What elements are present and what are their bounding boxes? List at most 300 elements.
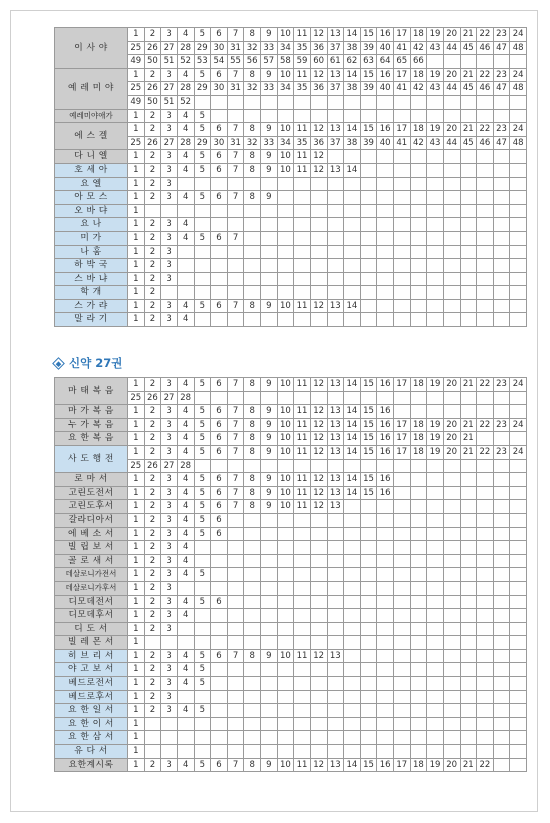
chapter-checkbox[interactable]: 22 <box>477 378 494 392</box>
chapter-checkbox[interactable]: 1 <box>128 500 145 514</box>
chapter-checkbox[interactable]: 16 <box>377 758 394 772</box>
chapter-checkbox[interactable]: 30 <box>211 82 228 96</box>
chapter-checkbox[interactable]: 1 <box>128 432 145 446</box>
chapter-checkbox[interactable]: 19 <box>427 123 444 137</box>
chapter-checkbox[interactable]: 3 <box>161 299 178 313</box>
chapter-checkbox[interactable]: 44 <box>443 41 460 55</box>
chapter-checkbox[interactable]: 51 <box>161 95 178 109</box>
chapter-checkbox[interactable]: 15 <box>360 758 377 772</box>
chapter-checkbox[interactable]: 19 <box>427 378 444 392</box>
chapter-checkbox[interactable]: 39 <box>360 82 377 96</box>
chapter-checkbox[interactable]: 2 <box>144 541 161 555</box>
chapter-checkbox[interactable]: 6 <box>211 150 228 164</box>
chapter-checkbox[interactable]: 14 <box>344 123 361 137</box>
chapter-checkbox[interactable]: 21 <box>460 378 477 392</box>
chapter-checkbox[interactable]: 13 <box>327 432 344 446</box>
chapter-checkbox[interactable]: 41 <box>394 136 411 150</box>
chapter-checkbox[interactable]: 24 <box>510 123 527 137</box>
chapter-checkbox[interactable]: 1 <box>128 758 145 772</box>
chapter-checkbox[interactable]: 10 <box>277 150 294 164</box>
chapter-checkbox[interactable]: 16 <box>377 123 394 137</box>
chapter-checkbox[interactable]: 20 <box>443 432 460 446</box>
chapter-checkbox[interactable]: 31 <box>227 41 244 55</box>
chapter-checkbox[interactable]: 3 <box>161 758 178 772</box>
chapter-checkbox[interactable]: 1 <box>128 649 145 663</box>
chapter-checkbox[interactable]: 44 <box>443 82 460 96</box>
chapter-checkbox[interactable]: 2 <box>144 259 161 273</box>
chapter-checkbox[interactable]: 4 <box>177 609 194 623</box>
chapter-checkbox[interactable]: 3 <box>161 231 178 245</box>
chapter-checkbox[interactable]: 64 <box>377 55 394 69</box>
chapter-checkbox[interactable]: 38 <box>344 82 361 96</box>
chapter-checkbox[interactable]: 1 <box>128 405 145 419</box>
chapter-checkbox[interactable]: 50 <box>144 95 161 109</box>
chapter-checkbox[interactable]: 25 <box>128 82 145 96</box>
chapter-checkbox[interactable]: 25 <box>128 391 145 405</box>
chapter-checkbox[interactable]: 4 <box>177 445 194 459</box>
chapter-checkbox[interactable]: 52 <box>177 55 194 69</box>
chapter-checkbox[interactable]: 1 <box>128 541 145 555</box>
chapter-checkbox[interactable]: 12 <box>310 473 327 487</box>
chapter-checkbox[interactable]: 16 <box>377 68 394 82</box>
chapter-checkbox[interactable]: 42 <box>410 82 427 96</box>
chapter-checkbox[interactable]: 60 <box>310 55 327 69</box>
chapter-checkbox[interactable]: 19 <box>427 418 444 432</box>
chapter-checkbox[interactable]: 50 <box>144 55 161 69</box>
chapter-checkbox[interactable]: 28 <box>177 82 194 96</box>
chapter-checkbox[interactable]: 8 <box>244 123 261 137</box>
chapter-checkbox[interactable]: 48 <box>510 82 527 96</box>
chapter-checkbox[interactable]: 8 <box>244 758 261 772</box>
chapter-checkbox[interactable]: 18 <box>410 758 427 772</box>
chapter-checkbox[interactable]: 63 <box>360 55 377 69</box>
chapter-checkbox[interactable]: 23 <box>493 68 510 82</box>
chapter-checkbox[interactable]: 9 <box>261 500 278 514</box>
chapter-checkbox[interactable]: 2 <box>144 758 161 772</box>
chapter-checkbox[interactable]: 7 <box>227 68 244 82</box>
chapter-checkbox[interactable]: 27 <box>161 136 178 150</box>
chapter-checkbox[interactable]: 1 <box>128 218 145 232</box>
chapter-checkbox[interactable]: 9 <box>261 123 278 137</box>
chapter-checkbox[interactable]: 1 <box>128 28 145 42</box>
chapter-checkbox[interactable]: 13 <box>327 378 344 392</box>
chapter-checkbox[interactable]: 34 <box>277 41 294 55</box>
chapter-checkbox[interactable]: 14 <box>344 445 361 459</box>
chapter-checkbox[interactable]: 10 <box>277 432 294 446</box>
chapter-checkbox[interactable]: 43 <box>427 82 444 96</box>
chapter-checkbox[interactable]: 7 <box>227 191 244 205</box>
chapter-checkbox[interactable]: 12 <box>310 378 327 392</box>
chapter-checkbox[interactable]: 11 <box>294 432 311 446</box>
chapter-checkbox[interactable]: 36 <box>310 41 327 55</box>
chapter-checkbox[interactable]: 23 <box>493 28 510 42</box>
chapter-checkbox[interactable]: 4 <box>177 663 194 677</box>
chapter-checkbox[interactable]: 22 <box>477 445 494 459</box>
chapter-checkbox[interactable]: 39 <box>360 136 377 150</box>
chapter-checkbox[interactable]: 34 <box>277 82 294 96</box>
chapter-checkbox[interactable]: 2 <box>144 177 161 191</box>
chapter-checkbox[interactable]: 12 <box>310 445 327 459</box>
chapter-checkbox[interactable]: 1 <box>128 622 145 636</box>
chapter-checkbox[interactable]: 49 <box>128 55 145 69</box>
chapter-checkbox[interactable]: 20 <box>443 445 460 459</box>
chapter-checkbox[interactable]: 15 <box>360 405 377 419</box>
chapter-checkbox[interactable]: 47 <box>493 82 510 96</box>
chapter-checkbox[interactable]: 13 <box>327 445 344 459</box>
chapter-checkbox[interactable]: 1 <box>128 745 145 759</box>
chapter-checkbox[interactable]: 20 <box>443 378 460 392</box>
chapter-checkbox[interactable]: 5 <box>194 231 211 245</box>
chapter-checkbox[interactable]: 7 <box>227 445 244 459</box>
chapter-checkbox[interactable]: 45 <box>460 41 477 55</box>
chapter-checkbox[interactable]: 13 <box>327 405 344 419</box>
chapter-checkbox[interactable]: 4 <box>177 418 194 432</box>
chapter-checkbox[interactable]: 9 <box>261 150 278 164</box>
chapter-checkbox[interactable]: 10 <box>277 405 294 419</box>
chapter-checkbox[interactable]: 9 <box>261 299 278 313</box>
chapter-checkbox[interactable]: 1 <box>128 286 145 300</box>
chapter-checkbox[interactable]: 10 <box>277 378 294 392</box>
chapter-checkbox[interactable]: 5 <box>194 513 211 527</box>
chapter-checkbox[interactable]: 22 <box>477 758 494 772</box>
chapter-checkbox[interactable]: 3 <box>161 704 178 718</box>
chapter-checkbox[interactable]: 27 <box>161 41 178 55</box>
chapter-checkbox[interactable]: 57 <box>261 55 278 69</box>
chapter-checkbox[interactable]: 8 <box>244 486 261 500</box>
chapter-checkbox[interactable]: 46 <box>477 82 494 96</box>
chapter-checkbox[interactable]: 1 <box>128 445 145 459</box>
chapter-checkbox[interactable]: 5 <box>194 663 211 677</box>
chapter-checkbox[interactable]: 11 <box>294 445 311 459</box>
chapter-checkbox[interactable]: 6 <box>211 500 228 514</box>
chapter-checkbox[interactable]: 6 <box>211 299 228 313</box>
chapter-checkbox[interactable]: 24 <box>510 68 527 82</box>
chapter-checkbox[interactable]: 9 <box>261 432 278 446</box>
chapter-checkbox[interactable]: 15 <box>360 123 377 137</box>
chapter-checkbox[interactable]: 4 <box>177 299 194 313</box>
chapter-checkbox[interactable]: 10 <box>277 500 294 514</box>
chapter-checkbox[interactable]: 7 <box>227 28 244 42</box>
chapter-checkbox[interactable]: 41 <box>394 41 411 55</box>
chapter-checkbox[interactable]: 14 <box>344 68 361 82</box>
chapter-checkbox[interactable]: 3 <box>161 259 178 273</box>
chapter-checkbox[interactable]: 19 <box>427 445 444 459</box>
chapter-checkbox[interactable]: 14 <box>344 28 361 42</box>
chapter-checkbox[interactable]: 13 <box>327 473 344 487</box>
chapter-checkbox[interactable]: 47 <box>493 136 510 150</box>
chapter-checkbox[interactable]: 13 <box>327 649 344 663</box>
chapter-checkbox[interactable]: 6 <box>211 649 228 663</box>
chapter-checkbox[interactable]: 12 <box>310 500 327 514</box>
chapter-checkbox[interactable]: 2 <box>144 418 161 432</box>
chapter-checkbox[interactable]: 28 <box>177 41 194 55</box>
chapter-checkbox[interactable]: 2 <box>144 191 161 205</box>
chapter-checkbox[interactable]: 2 <box>144 486 161 500</box>
chapter-checkbox[interactable]: 1 <box>128 568 145 582</box>
chapter-checkbox[interactable]: 3 <box>161 649 178 663</box>
chapter-checkbox[interactable]: 14 <box>344 163 361 177</box>
chapter-checkbox[interactable]: 4 <box>177 527 194 541</box>
chapter-checkbox[interactable]: 2 <box>144 663 161 677</box>
chapter-checkbox[interactable]: 3 <box>161 163 178 177</box>
chapter-checkbox[interactable]: 26 <box>144 391 161 405</box>
chapter-checkbox[interactable]: 4 <box>177 313 194 327</box>
chapter-checkbox[interactable]: 20 <box>443 123 460 137</box>
chapter-checkbox[interactable]: 11 <box>294 150 311 164</box>
chapter-checkbox[interactable]: 6 <box>211 527 228 541</box>
chapter-checkbox[interactable]: 6 <box>211 191 228 205</box>
chapter-checkbox[interactable]: 25 <box>128 136 145 150</box>
chapter-checkbox[interactable]: 15 <box>360 378 377 392</box>
chapter-checkbox[interactable]: 2 <box>144 123 161 137</box>
chapter-checkbox[interactable]: 11 <box>294 649 311 663</box>
chapter-checkbox[interactable]: 11 <box>294 486 311 500</box>
chapter-checkbox[interactable]: 21 <box>460 445 477 459</box>
chapter-checkbox[interactable]: 21 <box>460 418 477 432</box>
chapter-checkbox[interactable]: 3 <box>161 445 178 459</box>
chapter-checkbox[interactable]: 8 <box>244 191 261 205</box>
chapter-checkbox[interactable]: 14 <box>344 432 361 446</box>
chapter-checkbox[interactable]: 6 <box>211 378 228 392</box>
chapter-checkbox[interactable]: 9 <box>261 418 278 432</box>
chapter-checkbox[interactable]: 2 <box>144 405 161 419</box>
chapter-checkbox[interactable]: 6 <box>211 445 228 459</box>
chapter-checkbox[interactable]: 3 <box>161 690 178 704</box>
chapter-checkbox[interactable]: 30 <box>211 41 228 55</box>
chapter-checkbox[interactable]: 4 <box>177 405 194 419</box>
chapter-checkbox[interactable]: 3 <box>161 609 178 623</box>
chapter-checkbox[interactable]: 9 <box>261 486 278 500</box>
chapter-checkbox[interactable]: 15 <box>360 473 377 487</box>
chapter-checkbox[interactable]: 55 <box>227 55 244 69</box>
chapter-checkbox[interactable]: 5 <box>194 758 211 772</box>
chapter-checkbox[interactable]: 15 <box>360 28 377 42</box>
chapter-checkbox[interactable]: 21 <box>460 68 477 82</box>
chapter-checkbox[interactable]: 9 <box>261 649 278 663</box>
chapter-checkbox[interactable]: 18 <box>410 123 427 137</box>
chapter-checkbox[interactable]: 3 <box>161 622 178 636</box>
chapter-checkbox[interactable]: 2 <box>144 527 161 541</box>
chapter-checkbox[interactable]: 21 <box>460 432 477 446</box>
chapter-checkbox[interactable]: 2 <box>144 649 161 663</box>
chapter-checkbox[interactable]: 32 <box>244 41 261 55</box>
chapter-checkbox[interactable]: 29 <box>194 41 211 55</box>
chapter-checkbox[interactable]: 5 <box>194 704 211 718</box>
chapter-checkbox[interactable]: 58 <box>277 55 294 69</box>
chapter-checkbox[interactable]: 10 <box>277 486 294 500</box>
chapter-checkbox[interactable]: 38 <box>344 136 361 150</box>
chapter-checkbox[interactable]: 7 <box>227 500 244 514</box>
chapter-checkbox[interactable]: 1 <box>128 609 145 623</box>
chapter-checkbox[interactable]: 9 <box>261 28 278 42</box>
chapter-checkbox[interactable]: 24 <box>510 378 527 392</box>
chapter-checkbox[interactable]: 6 <box>211 595 228 609</box>
chapter-checkbox[interactable]: 23 <box>493 378 510 392</box>
chapter-checkbox[interactable]: 53 <box>194 55 211 69</box>
chapter-checkbox[interactable]: 8 <box>244 418 261 432</box>
chapter-checkbox[interactable]: 11 <box>294 418 311 432</box>
chapter-checkbox[interactable]: 14 <box>344 299 361 313</box>
chapter-checkbox[interactable]: 19 <box>427 432 444 446</box>
chapter-checkbox[interactable]: 8 <box>244 432 261 446</box>
chapter-checkbox[interactable]: 15 <box>360 68 377 82</box>
chapter-checkbox[interactable]: 1 <box>128 204 145 218</box>
chapter-checkbox[interactable]: 13 <box>327 758 344 772</box>
chapter-checkbox[interactable]: 11 <box>294 405 311 419</box>
chapter-checkbox[interactable]: 2 <box>144 150 161 164</box>
chapter-checkbox[interactable]: 35 <box>294 41 311 55</box>
chapter-checkbox[interactable]: 17 <box>394 418 411 432</box>
chapter-checkbox[interactable]: 5 <box>194 405 211 419</box>
chapter-checkbox[interactable]: 26 <box>144 459 161 473</box>
chapter-checkbox[interactable]: 23 <box>493 123 510 137</box>
chapter-checkbox[interactable]: 4 <box>177 541 194 555</box>
chapter-checkbox[interactable]: 1 <box>128 717 145 731</box>
chapter-checkbox[interactable]: 10 <box>277 649 294 663</box>
chapter-checkbox[interactable]: 35 <box>294 82 311 96</box>
chapter-checkbox[interactable]: 9 <box>261 473 278 487</box>
chapter-checkbox[interactable]: 11 <box>294 500 311 514</box>
chapter-checkbox[interactable]: 16 <box>377 28 394 42</box>
chapter-checkbox[interactable]: 2 <box>144 245 161 259</box>
chapter-checkbox[interactable]: 1 <box>128 418 145 432</box>
chapter-checkbox[interactable]: 4 <box>177 704 194 718</box>
chapter-checkbox[interactable]: 2 <box>144 432 161 446</box>
chapter-checkbox[interactable]: 2 <box>144 163 161 177</box>
chapter-checkbox[interactable]: 12 <box>310 758 327 772</box>
chapter-checkbox[interactable]: 12 <box>310 150 327 164</box>
chapter-checkbox[interactable]: 9 <box>261 445 278 459</box>
chapter-checkbox[interactable]: 3 <box>161 150 178 164</box>
chapter-checkbox[interactable]: 7 <box>227 150 244 164</box>
chapter-checkbox[interactable]: 2 <box>144 313 161 327</box>
chapter-checkbox[interactable]: 1 <box>128 313 145 327</box>
chapter-checkbox[interactable]: 1 <box>128 486 145 500</box>
chapter-checkbox[interactable]: 1 <box>128 245 145 259</box>
chapter-checkbox[interactable]: 54 <box>211 55 228 69</box>
chapter-checkbox[interactable]: 2 <box>144 677 161 691</box>
chapter-checkbox[interactable]: 4 <box>177 109 194 123</box>
chapter-checkbox[interactable]: 1 <box>128 123 145 137</box>
chapter-checkbox[interactable]: 5 <box>194 299 211 313</box>
chapter-checkbox[interactable]: 1 <box>128 636 145 650</box>
chapter-checkbox[interactable]: 1 <box>128 554 145 568</box>
chapter-checkbox[interactable]: 26 <box>144 136 161 150</box>
chapter-checkbox[interactable]: 3 <box>161 527 178 541</box>
chapter-checkbox[interactable]: 24 <box>510 418 527 432</box>
chapter-checkbox[interactable]: 7 <box>227 758 244 772</box>
chapter-checkbox[interactable]: 42 <box>410 136 427 150</box>
chapter-checkbox[interactable]: 3 <box>161 473 178 487</box>
chapter-checkbox[interactable]: 10 <box>277 68 294 82</box>
chapter-checkbox[interactable]: 20 <box>443 68 460 82</box>
chapter-checkbox[interactable]: 2 <box>144 68 161 82</box>
chapter-checkbox[interactable]: 6 <box>211 758 228 772</box>
chapter-checkbox[interactable]: 10 <box>277 473 294 487</box>
chapter-checkbox[interactable]: 7 <box>227 378 244 392</box>
chapter-checkbox[interactable]: 38 <box>344 41 361 55</box>
chapter-checkbox[interactable]: 1 <box>128 473 145 487</box>
chapter-checkbox[interactable]: 18 <box>410 445 427 459</box>
chapter-checkbox[interactable]: 8 <box>244 473 261 487</box>
chapter-checkbox[interactable]: 4 <box>177 231 194 245</box>
chapter-checkbox[interactable]: 13 <box>327 68 344 82</box>
chapter-checkbox[interactable]: 1 <box>128 68 145 82</box>
chapter-checkbox[interactable]: 3 <box>161 432 178 446</box>
chapter-checkbox[interactable]: 6 <box>211 486 228 500</box>
chapter-checkbox[interactable]: 23 <box>493 445 510 459</box>
chapter-checkbox[interactable]: 27 <box>161 459 178 473</box>
chapter-checkbox[interactable]: 14 <box>344 758 361 772</box>
chapter-checkbox[interactable]: 66 <box>410 55 427 69</box>
chapter-checkbox[interactable]: 33 <box>261 82 278 96</box>
chapter-checkbox[interactable]: 15 <box>360 486 377 500</box>
chapter-checkbox[interactable]: 43 <box>427 41 444 55</box>
chapter-checkbox[interactable]: 9 <box>261 191 278 205</box>
chapter-checkbox[interactable]: 4 <box>177 28 194 42</box>
chapter-checkbox[interactable]: 2 <box>144 500 161 514</box>
chapter-checkbox[interactable]: 51 <box>161 55 178 69</box>
chapter-checkbox[interactable]: 8 <box>244 500 261 514</box>
chapter-checkbox[interactable]: 4 <box>177 486 194 500</box>
chapter-checkbox[interactable]: 2 <box>144 272 161 286</box>
chapter-checkbox[interactable]: 65 <box>394 55 411 69</box>
chapter-checkbox[interactable]: 1 <box>128 259 145 273</box>
chapter-checkbox[interactable]: 24 <box>510 445 527 459</box>
chapter-checkbox[interactable]: 31 <box>227 82 244 96</box>
chapter-checkbox[interactable]: 9 <box>261 68 278 82</box>
chapter-checkbox[interactable]: 6 <box>211 28 228 42</box>
chapter-checkbox[interactable]: 4 <box>177 513 194 527</box>
chapter-checkbox[interactable]: 7 <box>227 299 244 313</box>
chapter-checkbox[interactable]: 25 <box>128 459 145 473</box>
chapter-checkbox[interactable]: 22 <box>477 123 494 137</box>
chapter-checkbox[interactable]: 26 <box>144 82 161 96</box>
chapter-checkbox[interactable]: 9 <box>261 405 278 419</box>
chapter-checkbox[interactable]: 10 <box>277 445 294 459</box>
chapter-checkbox[interactable]: 19 <box>427 758 444 772</box>
chapter-checkbox[interactable]: 16 <box>377 378 394 392</box>
chapter-checkbox[interactable]: 43 <box>427 136 444 150</box>
chapter-checkbox[interactable]: 5 <box>194 473 211 487</box>
chapter-checkbox[interactable]: 21 <box>460 123 477 137</box>
chapter-checkbox[interactable]: 6 <box>211 432 228 446</box>
chapter-checkbox[interactable]: 7 <box>227 649 244 663</box>
chapter-checkbox[interactable]: 28 <box>177 459 194 473</box>
chapter-checkbox[interactable]: 2 <box>144 554 161 568</box>
chapter-checkbox[interactable]: 5 <box>194 191 211 205</box>
chapter-checkbox[interactable]: 48 <box>510 41 527 55</box>
chapter-checkbox[interactable]: 6 <box>211 231 228 245</box>
chapter-checkbox[interactable]: 5 <box>194 418 211 432</box>
chapter-checkbox[interactable]: 37 <box>327 41 344 55</box>
chapter-checkbox[interactable]: 3 <box>161 177 178 191</box>
chapter-checkbox[interactable]: 2 <box>144 581 161 595</box>
chapter-checkbox[interactable]: 16 <box>377 445 394 459</box>
chapter-checkbox[interactable]: 11 <box>294 123 311 137</box>
chapter-checkbox[interactable]: 28 <box>177 136 194 150</box>
chapter-checkbox[interactable]: 37 <box>327 82 344 96</box>
chapter-checkbox[interactable]: 6 <box>211 405 228 419</box>
chapter-checkbox[interactable]: 1 <box>128 690 145 704</box>
chapter-checkbox[interactable]: 13 <box>327 163 344 177</box>
chapter-checkbox[interactable]: 45 <box>460 136 477 150</box>
chapter-checkbox[interactable]: 8 <box>244 150 261 164</box>
chapter-checkbox[interactable]: 14 <box>344 378 361 392</box>
chapter-checkbox[interactable]: 8 <box>244 405 261 419</box>
chapter-checkbox[interactable]: 7 <box>227 486 244 500</box>
chapter-checkbox[interactable]: 17 <box>394 758 411 772</box>
